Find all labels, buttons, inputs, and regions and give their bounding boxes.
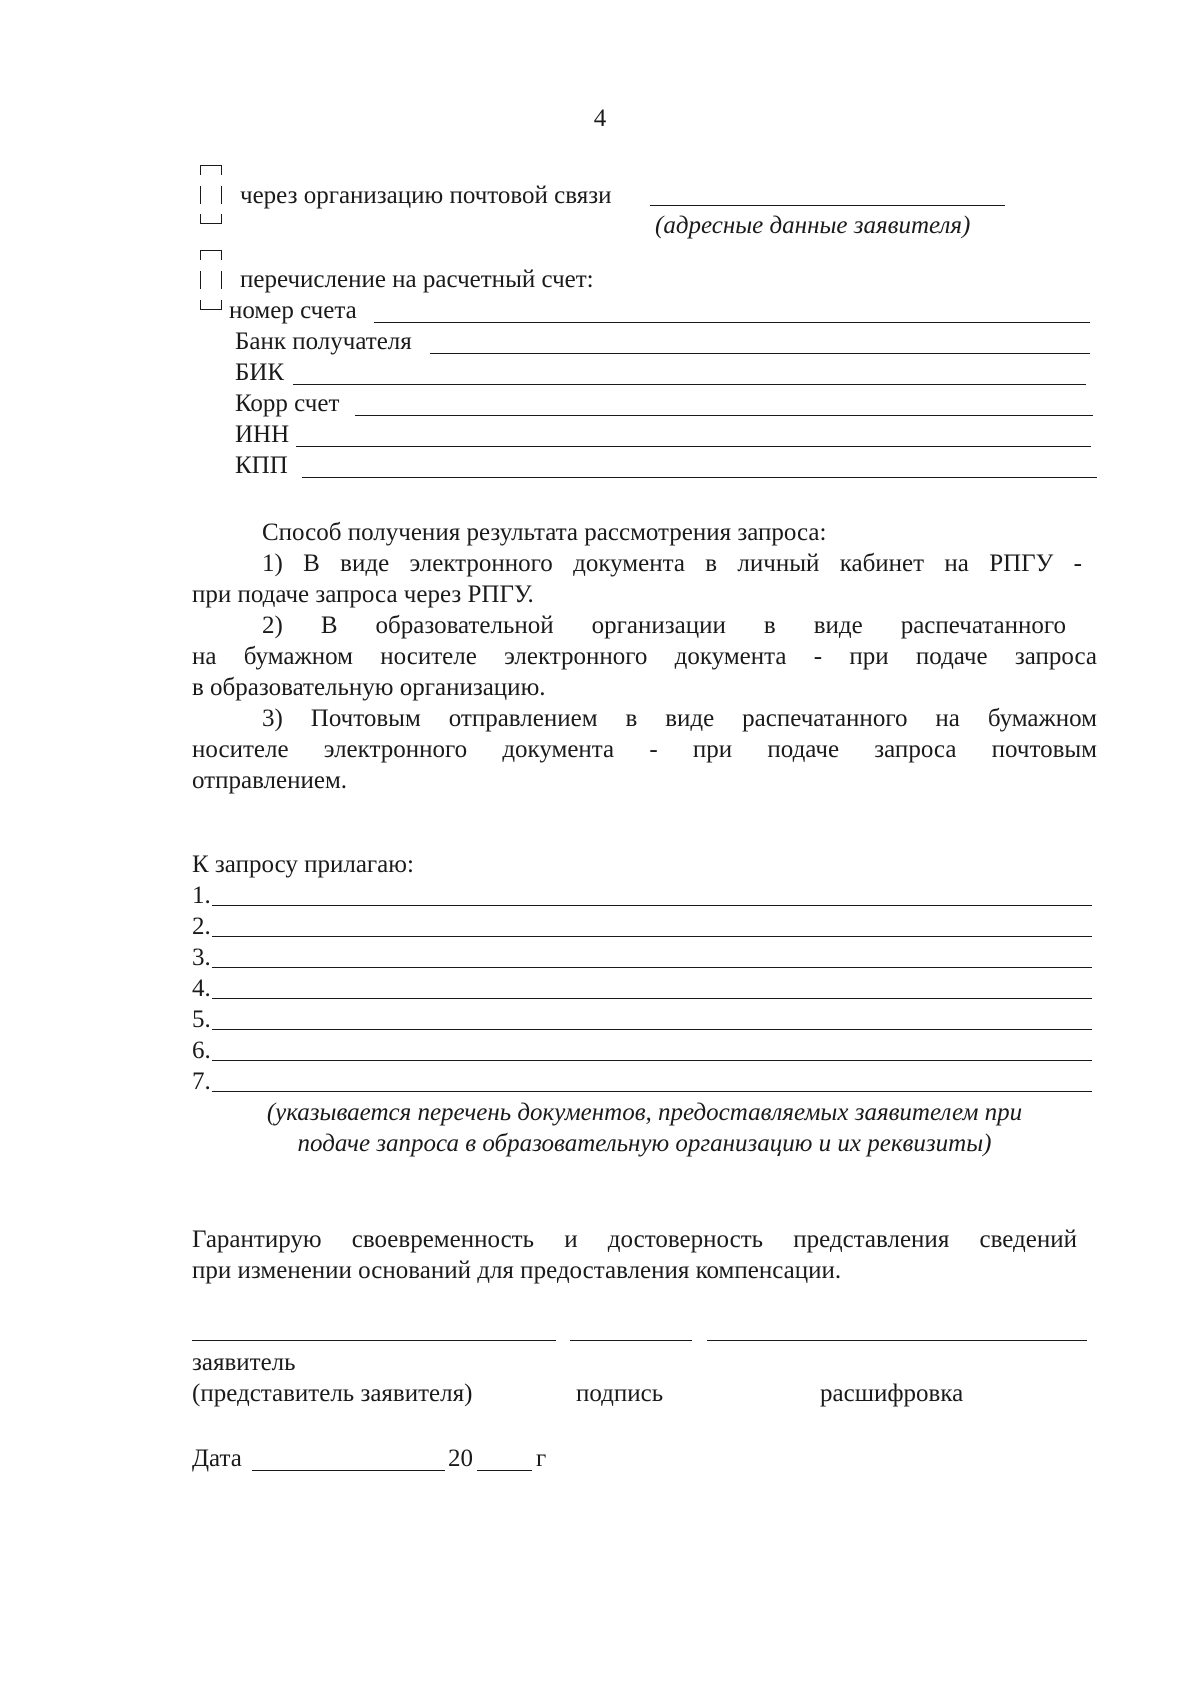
applicant-label: заявитель	[192, 1349, 296, 1376]
attachments-hint-line-2: подаче запроса в образовательную организацию и их реквизиты)	[297, 1130, 992, 1157]
field-label-bank: Банк получателя	[235, 328, 412, 355]
result-item-3-line-1: 3) Почтовым отправлением в виде распечатанного на бумажном	[262, 705, 1097, 732]
transfer-label: перечисление на расчетный счет:	[240, 266, 594, 293]
signature-field[interactable]	[570, 1340, 692, 1341]
kpp-field[interactable]	[302, 477, 1097, 478]
year-field[interactable]	[477, 1470, 532, 1471]
result-item-1-line-2: при подаче запроса через РПГУ.	[192, 581, 534, 608]
guarantee-line-1: Гарантирую своевременность и достоверность представления сведений	[192, 1226, 1077, 1253]
guarantee-line-2: при изменении оснований для предоставления компенсации.	[192, 1257, 842, 1284]
applicant-signature-field[interactable]	[192, 1340, 556, 1341]
representative-label: (представитель заявителя)	[192, 1380, 473, 1407]
result-item-3-line-2: носителе электронного документа - при подаче запроса почтовым	[192, 736, 1097, 763]
page-number: 4	[593, 105, 607, 132]
year-prefix: 20	[448, 1445, 473, 1472]
attachment-number: 1.	[192, 882, 211, 909]
attachment-field-3[interactable]	[212, 967, 1092, 968]
attachment-number: 4.	[192, 975, 211, 1002]
result-item-2-line-2: на бумажном носителе электронного документа - при подаче запроса	[192, 643, 1097, 670]
attachment-number: 3.	[192, 944, 211, 971]
field-label-bik: БИК	[235, 359, 285, 386]
attachment-field-2[interactable]	[212, 936, 1092, 937]
result-item-3-line-3: отправлением.	[192, 767, 348, 794]
attachment-field-6[interactable]	[212, 1060, 1092, 1061]
postal-label: через организацию почтовой связи	[240, 182, 612, 209]
recipient-bank-field[interactable]	[430, 353, 1090, 354]
attachment-field-5[interactable]	[212, 1029, 1092, 1030]
decoding-field[interactable]	[707, 1340, 1087, 1341]
signature-label: подпись	[576, 1380, 664, 1407]
attachments-hint-line-1: (указывается перечень документов, предоставляемых заявителем при	[266, 1099, 1023, 1126]
attachment-field-7[interactable]	[212, 1091, 1092, 1092]
result-method-title: Способ получения результата рассмотрения запроса:	[262, 519, 827, 546]
date-field[interactable]	[252, 1470, 445, 1471]
attachment-field-1[interactable]	[212, 905, 1092, 906]
decoding-label: расшифровка	[820, 1380, 964, 1407]
result-item-2-line-3: в образовательную организацию.	[192, 674, 546, 701]
attachment-field-4[interactable]	[212, 998, 1092, 999]
account-number-field[interactable]	[374, 322, 1090, 323]
attachment-number: 7.	[192, 1068, 211, 1095]
attachment-number: 5.	[192, 1006, 211, 1033]
field-label-account: номер счета	[229, 297, 357, 324]
field-label-corr: Корр счет	[235, 390, 340, 417]
result-item-1-line-1: 1) В виде электронного документа в личный кабинет на РПГУ -	[262, 550, 1082, 577]
bik-field[interactable]	[293, 384, 1086, 385]
attachment-number: 6.	[192, 1037, 211, 1064]
attachments-title: К запросу прилагаю:	[192, 851, 414, 878]
field-label-inn: ИНН	[235, 421, 290, 448]
field-label-kpp: КПП	[235, 452, 288, 479]
inn-field[interactable]	[296, 446, 1091, 447]
corr-account-field[interactable]	[355, 415, 1093, 416]
attachment-number: 2.	[192, 913, 211, 940]
postal-hint: (адресные данные заявителя)	[655, 212, 971, 239]
year-suffix: г	[536, 1445, 547, 1472]
result-item-2-line-1: 2) В образовательной организации в виде распечатанного	[262, 612, 1066, 639]
date-label: Дата	[192, 1445, 242, 1472]
postal-address-field[interactable]	[650, 205, 1005, 206]
